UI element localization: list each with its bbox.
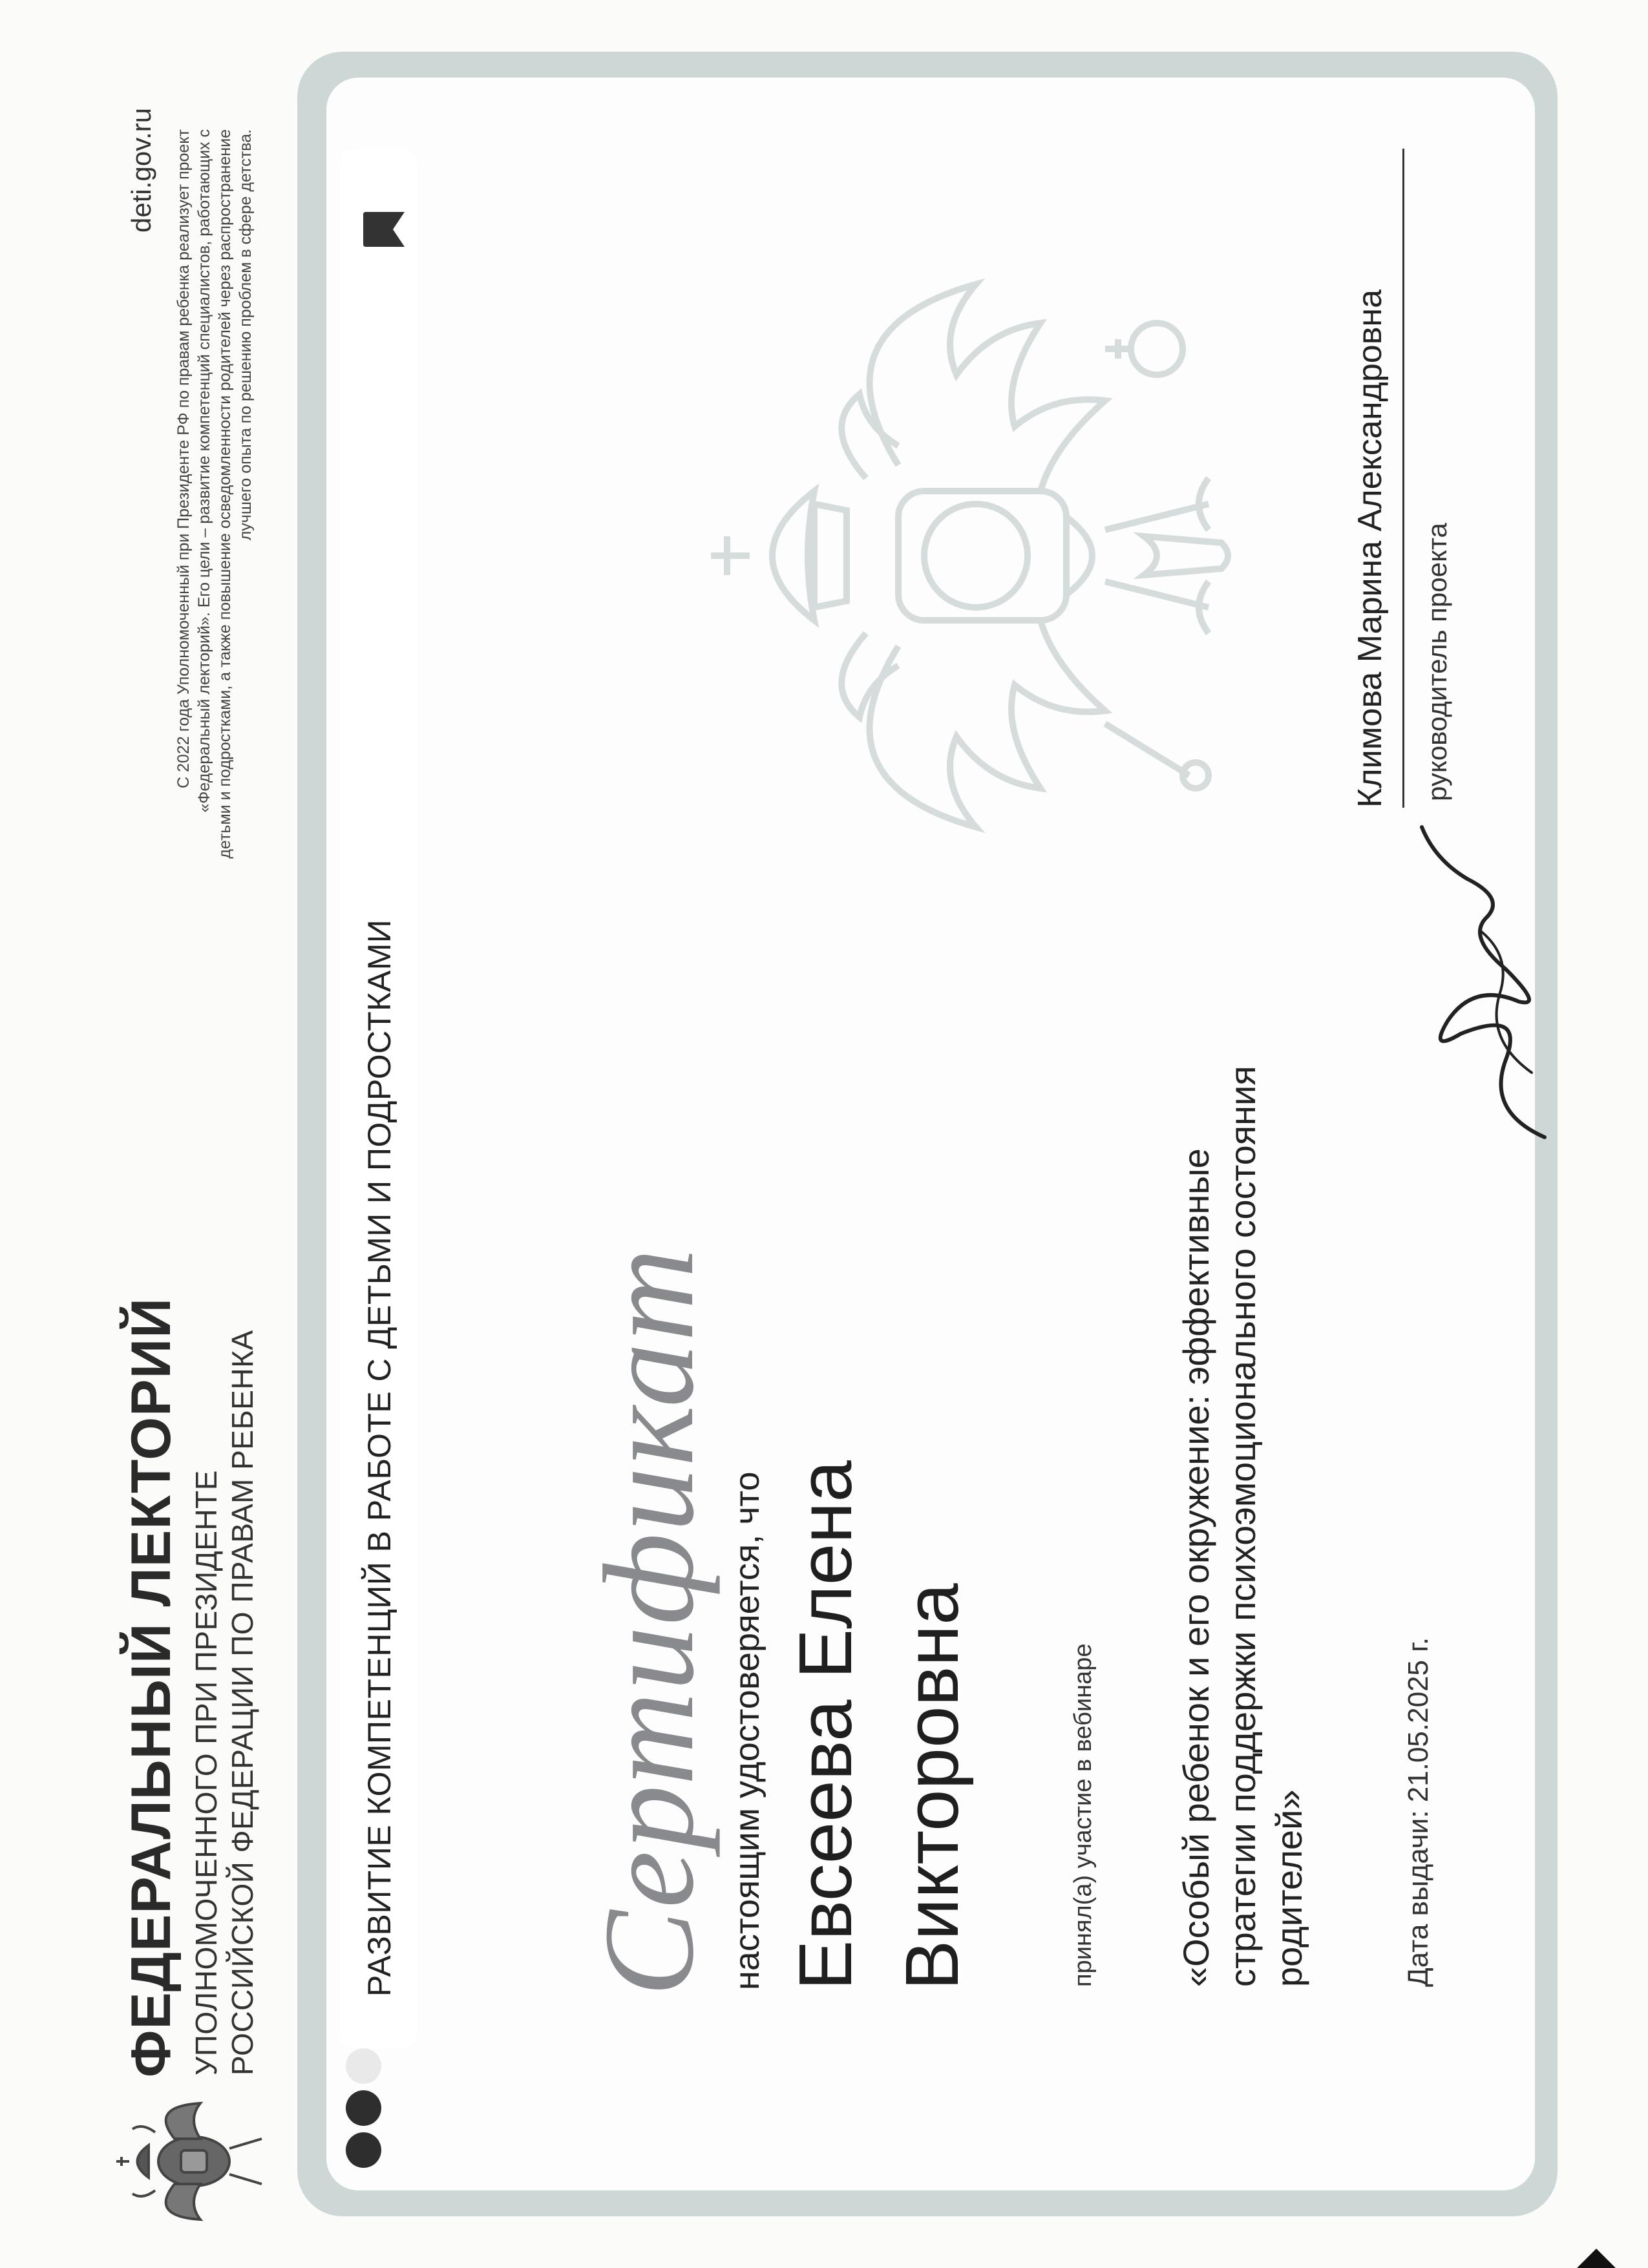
project-title: РАЗВИТИЕ КОМПЕТЕНЦИЙ В РАБОТЕ С ДЕТЬМИ И ПОДРОСТКАМИ: [361, 919, 397, 1997]
participation-text: принял(а) участие в вебинаре: [1070, 1643, 1097, 1987]
window-dot: [346, 2090, 381, 2126]
recipient-name: Викторовна: [890, 1583, 974, 1990]
double-headed-eagle-watermark-icon: [653, 233, 1299, 879]
issue-date: Дата выдачи: 21.05.2025 г.: [1402, 1637, 1434, 1987]
bookmark-icon: [362, 207, 407, 252]
header-title: ФЕДЕРАЛЬНЫЙ ЛЕКТОРИЙ: [120, 1297, 182, 2077]
double-headed-eagle-emblem-icon: [103, 2094, 271, 2229]
header-subtitle: РОССИЙСКОЙ ФЕДЕРАЦИИ ПО ПРАВАМ РЕБЕНКА: [226, 1330, 259, 2075]
project-description: С 2022 года Уполномоченный при Президенте РФ по правам ребенка реализует проект «Федеральный лекторий». Его цели – развитие компетенций специалистов, работающих с детьми и подростками, а также повышение осведомленности родителей через распространение лучшего опыта по решению проблем в сфере детства.: [174, 129, 255, 859]
recipient-name: Евсеева Елена: [783, 1460, 867, 1990]
certify-text: настоящим удостоверяется, что: [728, 1471, 766, 1990]
handwritten-signature-icon: [1409, 814, 1564, 1150]
webinar-title: «Особый ребенок и его окружение: эффективные стратегии поддержки психоэмоционального состояния родителей»: [1176, 1066, 1309, 1987]
header-subtitle: УПОЛНОМОЧЕННОГО ПРИ ПРЕЗИДЕНТЕ: [189, 1470, 223, 2075]
website-link[interactable]: deti.gov.ru: [126, 108, 156, 233]
signatory-role: руководитель проекта: [1422, 523, 1452, 801]
window-dot: [346, 2132, 381, 2168]
window-dot: [346, 2048, 381, 2084]
scan-corner-mark: [1577, 2242, 1616, 2268]
certificate-heading: Сертификат: [578, 1246, 721, 1997]
signature-line: [1402, 149, 1404, 808]
signatory-name: Климова Марина Александровна: [1351, 289, 1389, 808]
